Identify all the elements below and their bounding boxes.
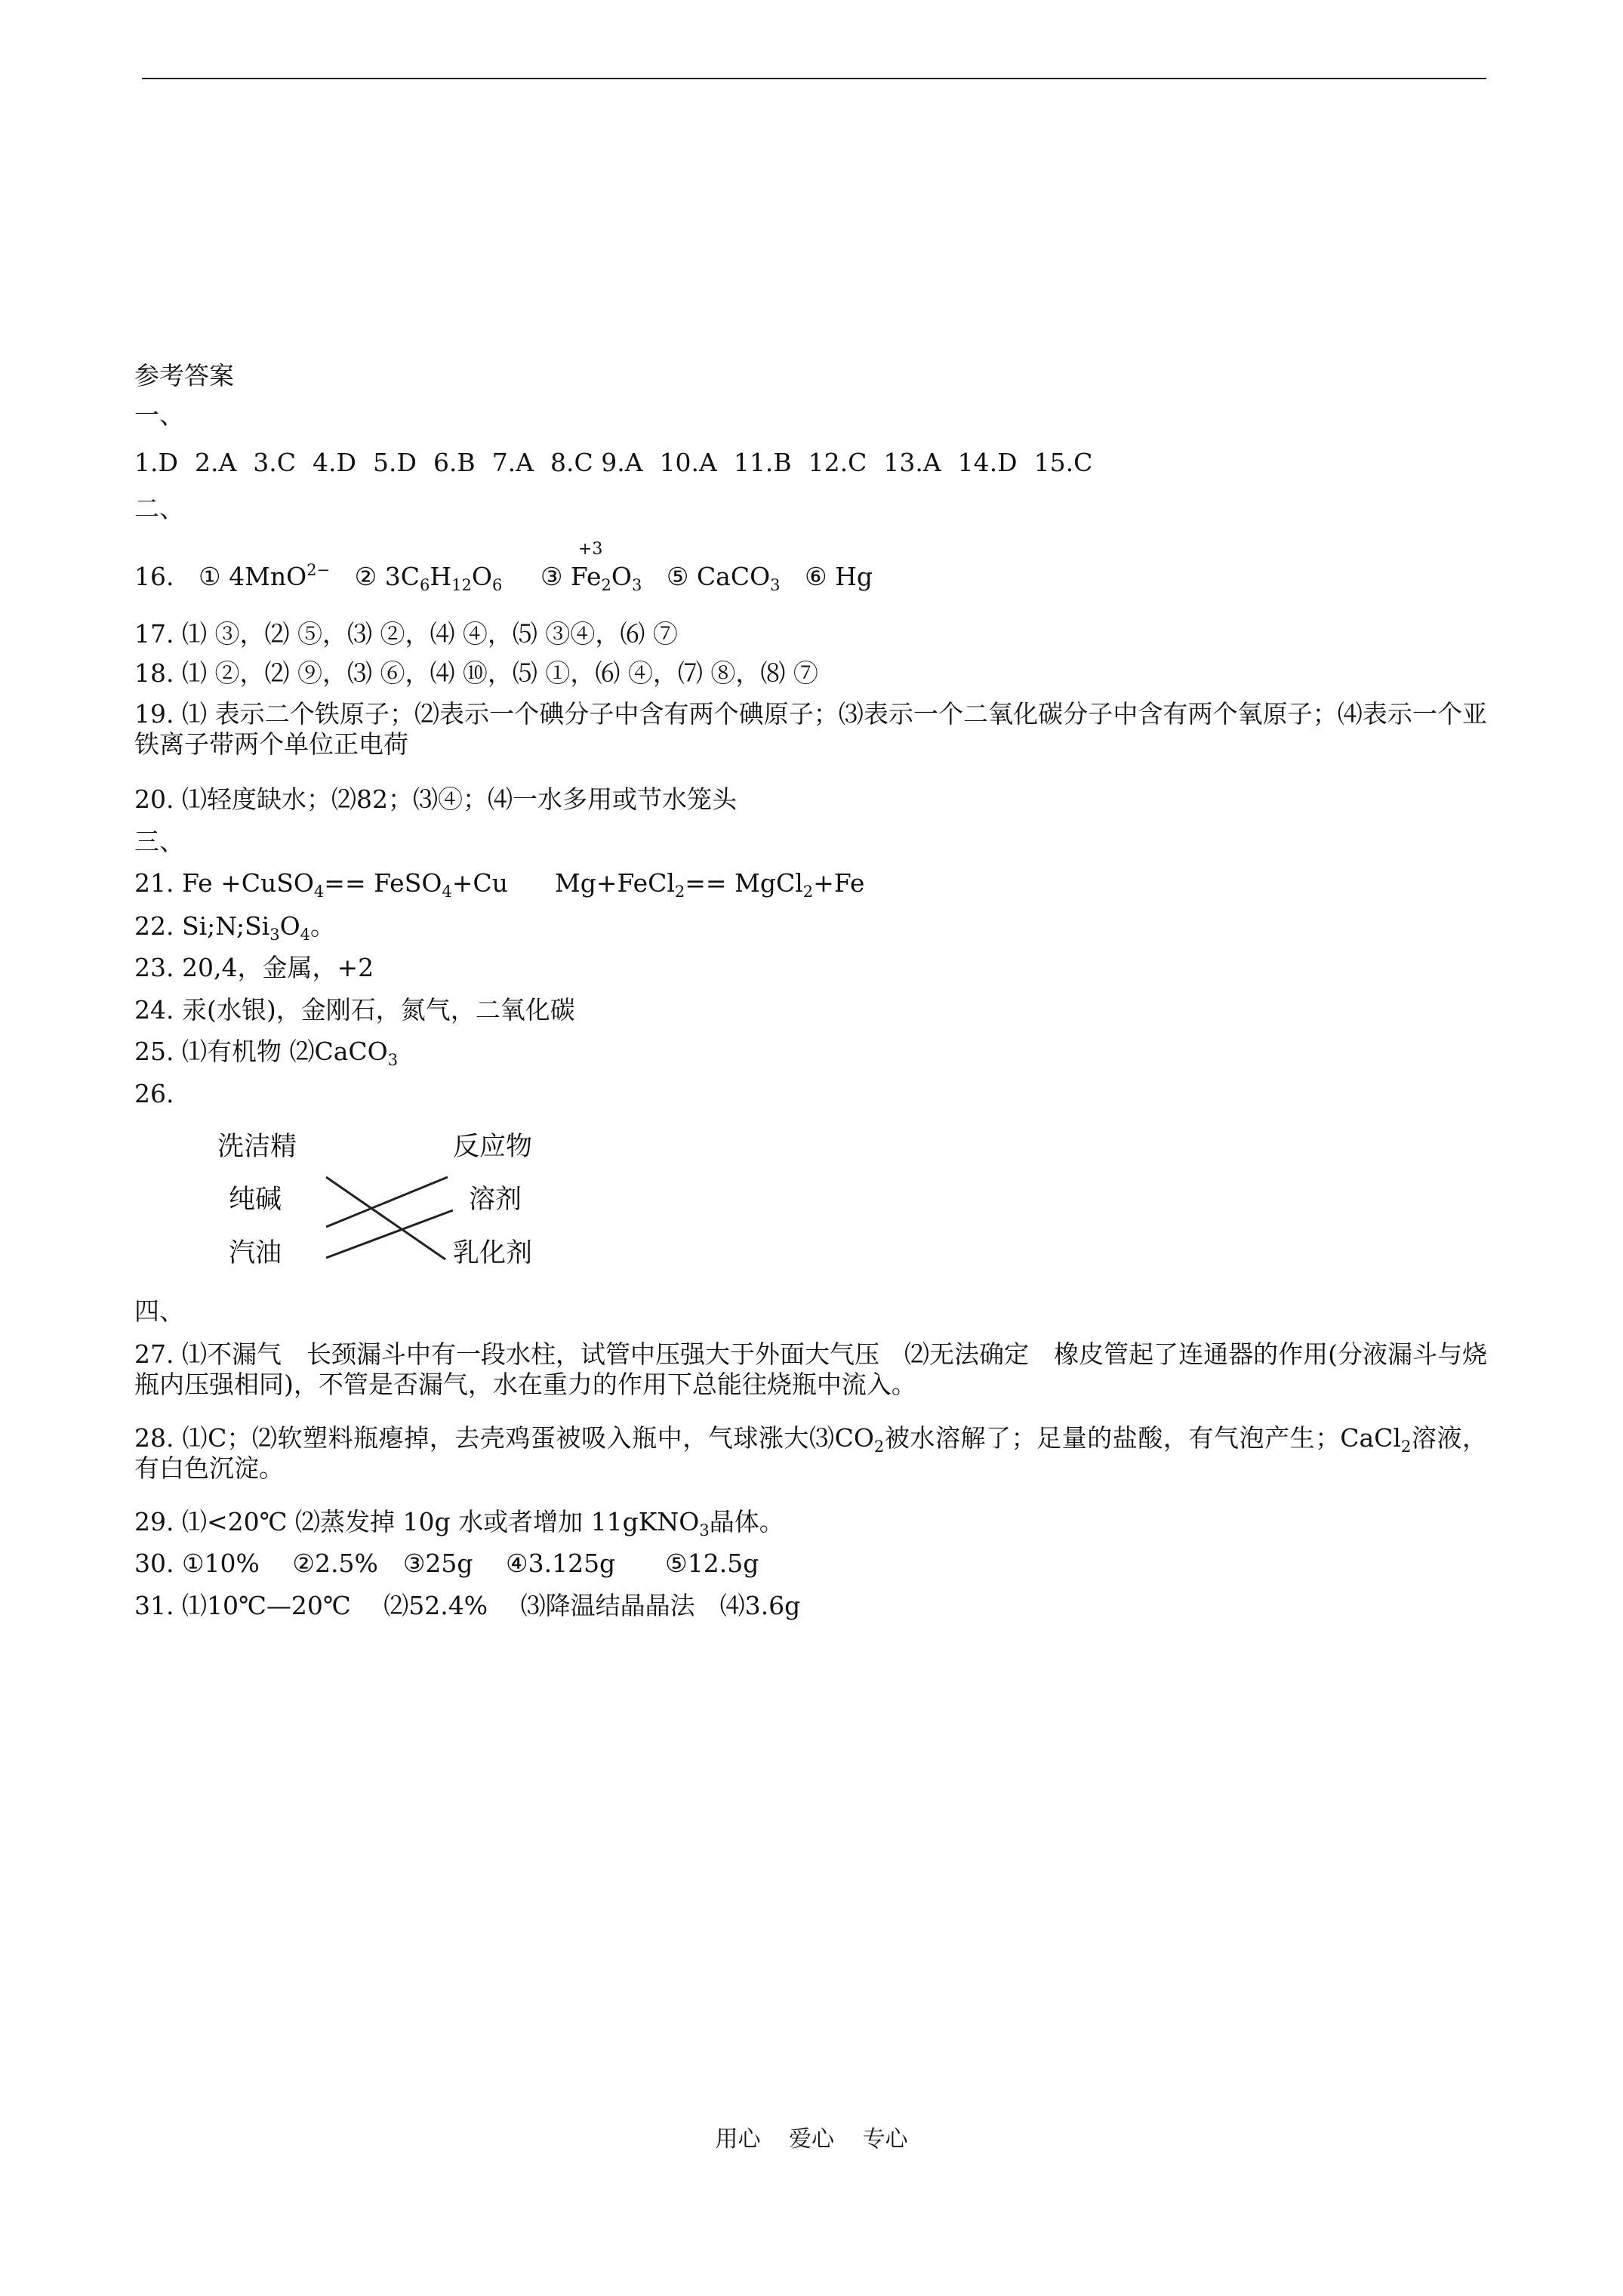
answer-24: 24. 汞(水银)，金刚石，氮气，二氧化碳 xyxy=(134,995,575,1025)
answer-29: 29. ⑴<20℃ ⑵蒸发掉 10g 水或者增加 11gKNO$_3$晶体。 xyxy=(134,1507,784,1539)
answer-18: 18. ⑴ ②，⑵ ⑨，⑶ ⑥，⑷ ⑩，⑸ ①，⑹ ④，⑺ ⑧，⑻ ⑦ xyxy=(134,658,818,688)
answer-22: 22. $Si;N;Si_3O_4$。 xyxy=(134,911,336,944)
right-item-emulsifier: 乳化剂 xyxy=(453,1238,533,1268)
section-three-heading: 三、 xyxy=(134,827,184,856)
answer-21: 21. Fe +CuSO$_4$== FeSO$_4$+Cu Mg+FeCl$_2$== MgCl$_2$+Fe xyxy=(134,868,865,901)
match-line-detergent xyxy=(326,1177,445,1259)
page-footer: 用心 爱心 专心 xyxy=(715,2126,908,2153)
answer-title: 参考答案 xyxy=(134,361,234,390)
answer-31: 31. ⑴10℃—20℃ ⑵52.4% ⑶降温结晶晶法 ⑷3.6g xyxy=(134,1591,801,1620)
answer-23: 23. 20,4，金属，+2 xyxy=(134,953,374,982)
answer-26-number: 26. xyxy=(134,1079,174,1108)
section-two-heading: 二、 xyxy=(134,494,184,523)
section-four-heading: 四、 xyxy=(134,1296,184,1326)
section-one-heading: 一、 xyxy=(134,400,184,430)
left-item-detergent: 洗洁精 xyxy=(217,1132,297,1162)
left-item-gasoline: 汽油 xyxy=(229,1238,282,1268)
right-item-reactant: 反应物 xyxy=(453,1132,533,1162)
answer-25: 25. ⑴有机物 ⑵CaCO$_3$ xyxy=(134,1037,399,1069)
answer-30: 30. ①10% ②2.5% ③25g ④3.125g ⑤12.5g xyxy=(134,1549,759,1578)
answer-27: 27. ⑴不漏气 长颈漏斗中有一段水柱，试管中压强大于外面大气压 ⑵无法确定 橡皮管起了连通器的作用(分液漏斗与烧瓶内压强相同)，不管是否漏气，水在重力的作用下总能往烧瓶中流入。 xyxy=(134,1339,1487,1399)
left-item-soda: 纯碱 xyxy=(229,1185,282,1215)
answer-16: 16. ① 4MnO$^{2-}$ ② $3C_6H_{12}O_6$ ③ +3 $Fe_2O_3$ ⑤ CaCO$_3$ ⑥ Hg xyxy=(134,562,873,592)
right-item-solvent: 溶剂 xyxy=(469,1185,522,1215)
answer-17: 17. ⑴ ③，⑵ ⑤，⑶ ②，⑷ ④，⑸ ③④，⑹ ⑦ xyxy=(134,619,678,649)
answer-28: 28. ⑴C；⑵软塑料瓶瘪掉，去壳鸡蛋被吸入瓶中，气球涨大$⑶CO_2$被水溶解了；足量的盐酸，有气泡产生；CaCl$_2$溶液，有白色沉淀。 xyxy=(134,1423,1488,1483)
oxidation-state-mark: +3 xyxy=(577,540,603,559)
answers-1-15: 1.D 2.A 3.C 4.D 5.D 6.B 7.A 8.C 9.A 10.A 11.B 12.C 13.A 14.D 15.C xyxy=(134,448,1093,477)
answer-19: 19. ⑴ 表示二个铁原子；⑵表示一个碘分子中含有两个碘原子；⑶表示一个二氧化碳分子中含有两个氧原子；⑷表示一个亚铁离子带两个单位正电荷 xyxy=(134,699,1487,759)
answer-20: 20. ⑴轻度缺水；⑵82；⑶④；⑷一水多用或节水笼头 xyxy=(134,784,737,814)
